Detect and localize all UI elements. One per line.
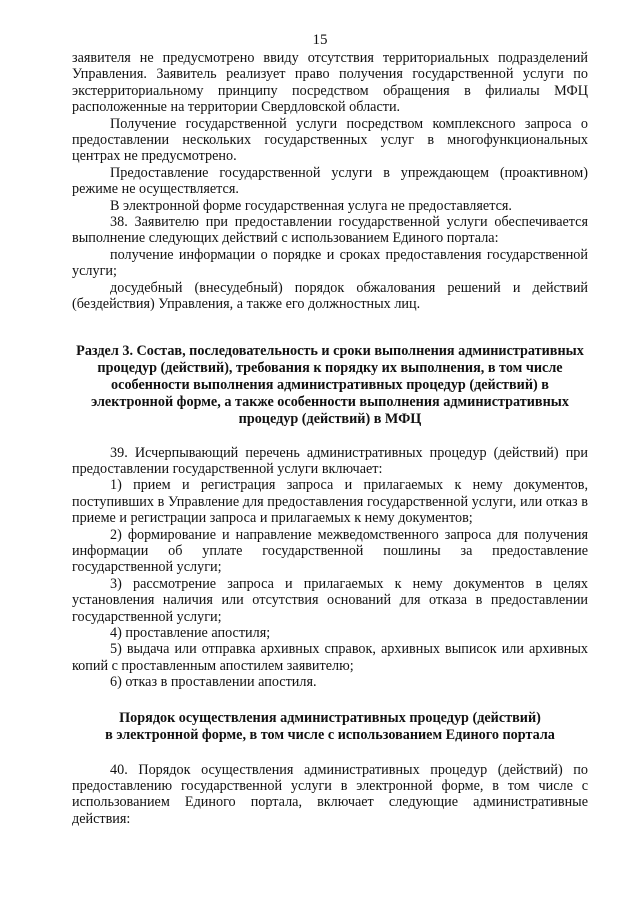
paragraph: заявителя не предусмотрено ввиду отсутствия территориальных подразделений Управления. Заявитель реализует право получения государственной услуги по экстерриториальному принципу посредством обращения в филиалы МФЦ расположенные на территории Свердловской области. [72, 50, 588, 116]
paragraph: Предоставление государственной услуги в упреждающем (проактивном) режиме не осуществляется. [72, 164, 588, 198]
paragraph: 39. Исчерпывающий перечень административных процедур (действий) при предоставлении государственной услуги включает: [72, 444, 588, 477]
list-item: 1) прием и регистрация запроса и прилагаемых к нему документов, поступивших в Управление для предоставления государственной услуги, или отказ в приеме и регистрации запроса и прилагаемых к нему документов; [72, 477, 588, 527]
paragraph: В электронной форме государственная услуга не предоставляется. [110, 197, 512, 214]
page-number: 15 [312, 32, 328, 48]
paragraph: Получение государственной услуги посредством комплексного запроса о предоставлении нескольких государственных услуг в многофункциональных центрах не предусмотрено. [72, 115, 588, 165]
subsection-heading-line1: Порядок осуществления административных процедур (действий) [119, 709, 541, 726]
subsection-heading-line2: в электронной форме, в том числе с использованием Единого портала [105, 726, 555, 743]
list-item: 6) отказ в проставлении апостиля. [110, 674, 317, 691]
list-item: 4) проставление апостиля; [110, 624, 271, 641]
list-item: 3) рассмотрение запроса и прилагаемых к нему документов в целях установления наличия или отсутствия оснований для отказа в предоставлении государственной услуги; [72, 575, 588, 625]
document-body [72, 50, 588, 827]
paragraph: 38. Заявителю при предоставлении государственной услуги обеспечивается выполнение следующих действий с использованием Единого портала: [72, 214, 588, 247]
paragraph: досудебный (внесудебный) порядок обжалования решений и действий (бездействия) Управления, а также его должностных лиц. [72, 279, 588, 313]
list-item: 2) формирование и направление межведомственного запроса для получения информации об уплате государственной пошлины за предоставление государственной услуги; [72, 526, 588, 576]
paragraph: получение информации о порядке и сроках предоставления государственной услуги; [72, 246, 588, 280]
list-item: 5) выдача или отправка архивных справок, архивных выписок или архивных копий с проставленным апостилем заявителю; [72, 641, 588, 674]
section-heading: Раздел 3. Состав, последовательность и сроки выполнения административных процедур (действий), требования к порядку их выполнения, в том числе особенности выполнения административных процедур (действий) в электронной форме, а также особенности выполнения административных процедур (действий) в МФЦ [76, 342, 584, 427]
spacer [72, 313, 588, 343]
paragraph: 40. Порядок осуществления административных процедур (действий) по предоставлению государственной услуги в электронной форме, в том числе с использованием Единого портала, включает следующие административные действия: [72, 761, 588, 827]
spacer [72, 744, 588, 762]
spacer [72, 691, 588, 710]
subsection-heading [72, 710, 588, 744]
spacer [72, 428, 588, 445]
